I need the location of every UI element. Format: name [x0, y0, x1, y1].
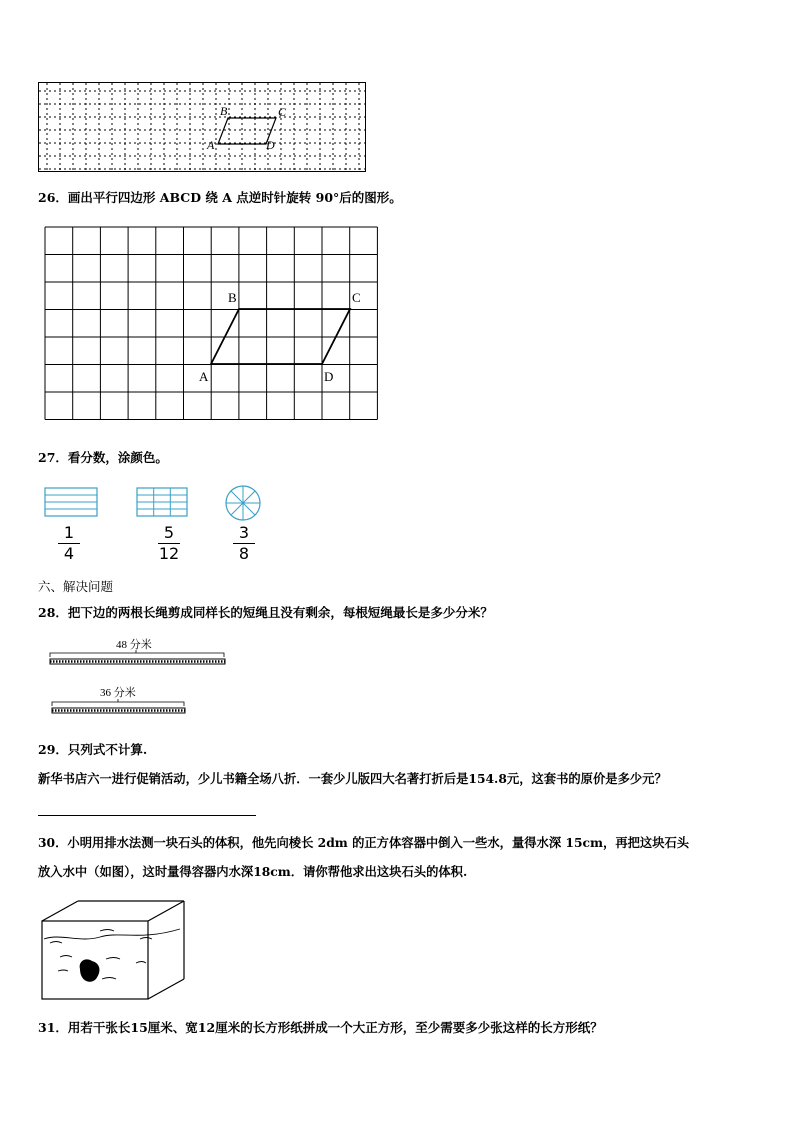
q28-question: [38, 603, 493, 621]
fraction-denominator: 8: [238, 544, 250, 563]
rope-36-label: 36 分米: [100, 687, 136, 699]
q30-text-line1: 小明用排水法测一块石头的体积，他先向棱长 2dm 的正方体容器中倒入一些水，量得水深 15cm，再把这块石头: [67, 835, 690, 850]
q29-number: 29．: [38, 742, 68, 757]
q25-label-C: C: [278, 105, 287, 119]
rope-48-label: 48 分米: [116, 639, 152, 651]
q29-body: 新华书店六一进行促销活动，少儿书籍全场八折．一套少儿版四大名著打折后是154.8元，这套书的原价是多少元？: [38, 771, 667, 786]
fraction-numerator: 5: [163, 523, 175, 542]
q31-text: 用若干张长15厘米、宽12厘米的长方形纸拼成一个大正方形，至少需要多少张这样的长方形纸？: [67, 1020, 603, 1035]
q27-question: [38, 448, 168, 466]
q26-label-D: D: [324, 369, 334, 384]
fraction-denominator: 12: [158, 544, 180, 563]
fraction-numerator: 3: [238, 523, 250, 542]
q30-container-figure: [40, 899, 188, 1001]
q25-grid-figure: [38, 82, 368, 174]
q26-label-A: A: [199, 369, 209, 384]
section-title: 六、解决问题: [38, 579, 114, 594]
q26-grid-figure: [44, 226, 382, 422]
q25-label-B: B: [220, 104, 228, 118]
q26-text: 画出平行四边形 ABCD 绕 A 点逆时针旋转 90°后的图形。: [67, 190, 402, 205]
q28-rope-48: [46, 637, 230, 669]
fraction-numerator: 1: [63, 523, 75, 542]
q31-number: 31．: [38, 1020, 68, 1035]
q27-circle-eighths: [224, 484, 262, 522]
q26-question: [38, 188, 402, 206]
q27-rect-twelfths: [136, 487, 190, 519]
q25-label-D: D: [266, 138, 275, 152]
fraction-denominator: 4: [63, 544, 75, 563]
stone-icon: [80, 959, 100, 981]
q26-label-C: C: [352, 290, 361, 305]
q27-fraction-3: [229, 524, 259, 563]
q25-label-A: A: [207, 138, 215, 152]
q30-line2: 放入水中（如图），这时量得容器内水深18cm．请你帮他求出这块石头的体积.: [38, 864, 468, 879]
q27-rect-quarters: [44, 487, 100, 519]
q28-number: 28．: [38, 605, 68, 620]
q26-label-B: B: [228, 290, 237, 305]
q31-question: [38, 1018, 603, 1036]
q30-number: 30．: [38, 835, 68, 850]
q26-number: 26．: [38, 190, 68, 205]
q27-fraction-2: [154, 524, 184, 563]
answer-line: [38, 815, 256, 816]
q29-text: 只列式不计算.: [67, 742, 148, 757]
q28-rope-36: [48, 684, 192, 718]
q30-line1: [38, 833, 689, 851]
q28-text: 把下边的两根长绳剪成同样长的短绳且没有剩余，每根短绳最长是多少分米？: [67, 605, 493, 620]
q27-fraction-1: [54, 524, 84, 563]
q29-question: [38, 740, 147, 758]
q27-number: 27．: [38, 450, 68, 465]
q27-text: 看分数，涂颜色。: [67, 450, 168, 465]
